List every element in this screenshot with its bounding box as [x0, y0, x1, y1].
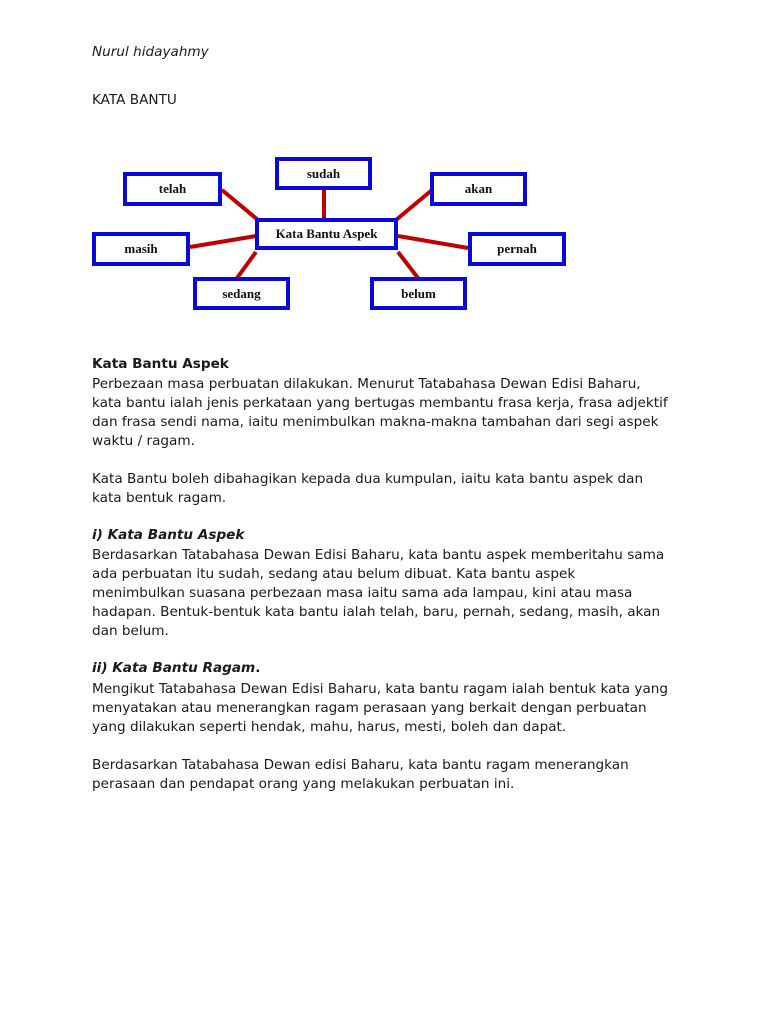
section-heading: i) Kata Bantu Aspek [92, 527, 245, 543]
node-sudah: sudah [275, 157, 372, 190]
text-line: kata bentuk ragam. [92, 490, 227, 506]
paragraph [92, 470, 643, 508]
text-line: Kata Bantu boleh dibahagikan kepada dua kumpulan, iaitu kata bantu aspek dan [92, 471, 644, 487]
node-masih: masih [92, 232, 190, 266]
text-line: Berdasarkan Tatabahasa Dewan edisi Baharu, kata bantu ragam menerangkan [92, 757, 629, 773]
text-line: hadapan. Bentuk-bentuk kata bantu ialah telah, baru, pernah, sedang, masih, akan [92, 604, 661, 620]
connector-akan [396, 190, 432, 220]
text-line: dan belum. [92, 623, 169, 639]
node-telah: telah [123, 172, 222, 206]
paragraph [92, 546, 664, 641]
node-sedang: sedang [193, 277, 290, 310]
connector-pernah [398, 236, 468, 248]
text-line: perasaan dan pendapat orang yang melakukan perbuatan ini. [92, 776, 515, 792]
text-line: menimbulkan suasana perbezaan masa iaitu sama ada lampau, kini atau masa [92, 585, 633, 601]
heading-dot: . [255, 660, 261, 676]
text-line: yang dilakukan seperti hendak, mahu, harus, mesti, boleh dan dapat. [92, 719, 567, 735]
document-title: KATA BANTU [92, 92, 177, 108]
text-line: ada perbuatan itu sudah, sedang atau belum dibuat. Kata bantu aspek [92, 566, 576, 582]
paragraph [92, 375, 668, 451]
connector-sedang [237, 252, 256, 278]
text-line: waktu / ragam. [92, 433, 195, 449]
text-line: menyatakan atau menerangkan ragam perasaan yang berkait dengan perbuatan [92, 700, 647, 716]
text-line: kata bantu ialah jenis perkataan yang bertugas membantu frasa kerja, frasa adjektif [92, 395, 668, 411]
connector-masih [190, 236, 256, 247]
section-heading [92, 660, 260, 676]
text-line: Mengikut Tatabahasa Dewan Edisi Baharu, kata bantu ragam ialah bentuk kata yang [92, 681, 669, 697]
node-center: Kata Bantu Aspek [255, 218, 398, 250]
author-name: Nurul hidayahmy [92, 44, 209, 60]
heading-text: ii) Kata Bantu Ragam [92, 660, 256, 676]
node-akan: akan [430, 172, 527, 206]
section-heading: Kata Bantu Aspek [92, 356, 229, 372]
connector-belum [398, 252, 418, 278]
text-line: dan frasa sendi nama, iaitu menimbulkan makna-makna tambahan dari segi aspek [92, 414, 659, 430]
paragraph [92, 680, 668, 737]
node-pernah: pernah [468, 232, 566, 266]
connector-telah [222, 190, 258, 220]
node-belum: belum [370, 277, 467, 310]
text-line: Perbezaan masa perbuatan dilakukan. Menurut Tatabahasa Dewan Edisi Baharu, [92, 376, 641, 392]
paragraph [92, 756, 629, 794]
text-line: Berdasarkan Tatabahasa Dewan Edisi Baharu, kata bantu aspek memberitahu sama [92, 547, 665, 563]
